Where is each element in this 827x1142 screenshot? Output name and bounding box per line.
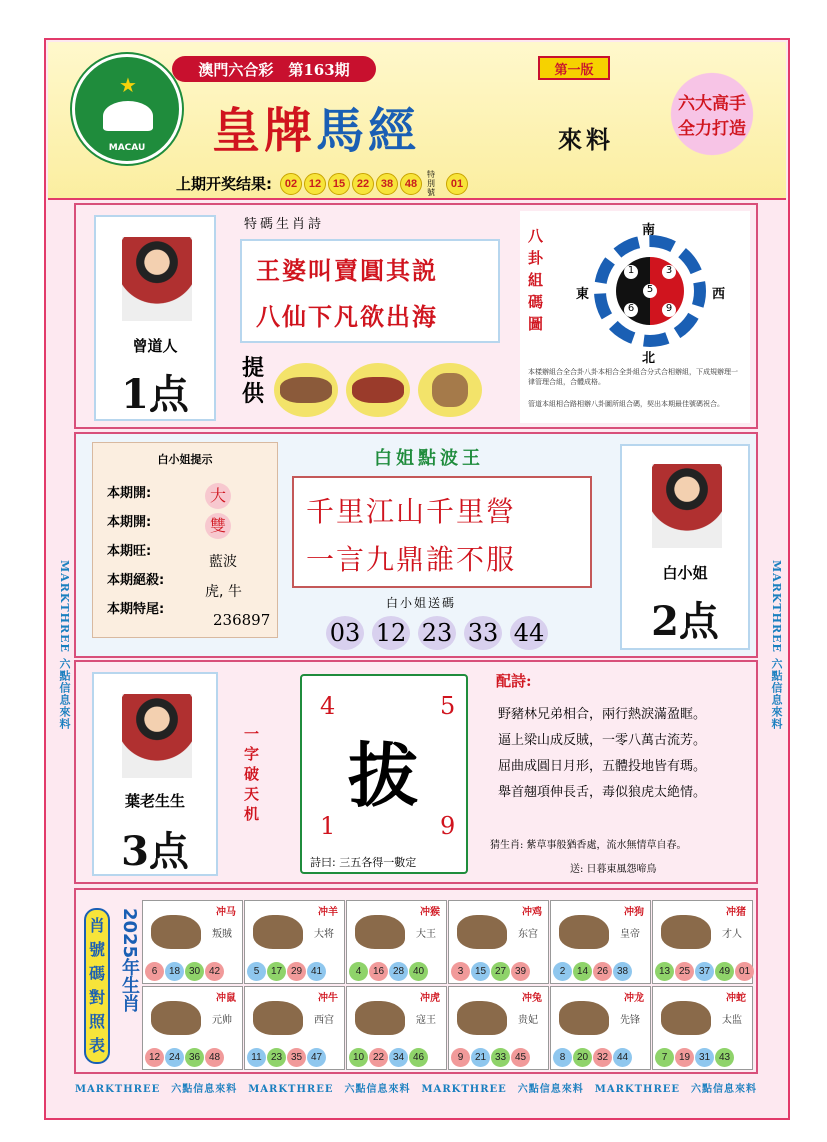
zodiac-title: 大王 [416,929,436,940]
special-ball: 01 [446,173,468,195]
zodiac-clash: 冲兔 [522,993,542,1004]
animal-icon [355,915,405,949]
star-icon: ★ [119,73,137,97]
zodiac-numbers [145,1048,224,1067]
zodiac-number: 38 [613,962,632,981]
zodiac-title: 叛賊 [212,929,232,940]
zodiac-number: 6 [145,962,164,981]
zodiac-number: 2 [553,962,572,981]
zodiac-numbers [349,1048,428,1067]
zodiac-numbers [553,1048,632,1067]
zodiac-numbers [655,962,754,981]
zodiac-number: 5 [247,962,266,981]
zodiac-number: 43 [715,1048,734,1067]
zodiac-cell [448,986,549,1070]
zodiac-title: 西宫 [314,1015,334,1026]
zodiac-cell [652,986,753,1070]
zodiac-numbers [349,962,428,981]
zodiac-number: 33 [491,1048,510,1067]
zodiac-number: 21 [471,1048,490,1067]
zodiac-number: 28 [389,962,408,981]
zodiac-number: 34 [389,1048,408,1067]
master-card-3: 葉老生生 3点 [92,672,218,876]
zodiac-title: 元帅 [212,1015,232,1026]
zodiac-cell [142,986,243,1070]
zodiac-numbers [145,962,224,981]
zodiac-cell [550,900,651,984]
zodiac-number: 47 [307,1048,326,1067]
animal-icon [661,1001,711,1035]
zodiac-clash: 冲羊 [318,907,338,918]
zodiac-number: 31 [695,1048,714,1067]
zodiac-number: 41 [307,962,326,981]
result-ball: 15 [328,173,350,195]
result-ball: 22 [352,173,374,195]
provide-label: 提供 [242,355,265,407]
pig-icon [274,363,338,417]
zodiac-number: 29 [287,962,306,981]
zodiac-number: 35 [287,1048,306,1067]
animal-icon [253,1001,303,1035]
zodiac-number: 49 [715,962,734,981]
zodiac-number: 4 [349,962,368,981]
poem-caption: 特碼生肖詩 [244,217,325,232]
zodiac-cell [346,986,447,1070]
zodiac-numbers [655,1048,734,1067]
zodiac-number: 24 [165,1048,184,1067]
animal-icon [151,915,201,949]
zodiac-title: 太监 [722,1015,742,1026]
animal-icon [559,1001,609,1035]
footer-strip: MARKTHREE 六點信息來料 MARKTHREE 六點信息來料 MARKTHREE 六點信息來料 MARKTHREE 六點信息來料 [74,1084,758,1095]
zodiac-number: 27 [491,962,510,981]
zodiac-cell [550,986,651,1070]
zodiac-number: 26 [593,962,612,981]
zodiac-number: 37 [695,962,714,981]
zodiac-number: 42 [205,962,224,981]
zodiac-number: 46 [409,1048,428,1067]
animal-icon [151,1001,201,1035]
section-1 [74,203,758,429]
zodiac-title: 东宫 [518,929,538,940]
zodiac-clash: 冲鸡 [522,907,542,918]
zodiac-vertical-label: 肖號碼對照表 [84,908,110,1064]
zodiac-number: 11 [247,1048,266,1067]
animal-icon [457,915,507,949]
zodiac-number: 01 [735,962,754,981]
tip-big: 大 [205,483,231,509]
animal-icon [559,915,609,949]
zodiac-number: 22 [369,1048,388,1067]
zodiac-clash: 冲龙 [624,993,644,1004]
zodiac-cell [652,900,753,984]
subtitle: 來料 [558,125,614,154]
zodiac-title: 先锋 [620,1015,640,1026]
char-box: 4 5 拔 1 9 詩曰: 三五各得一數定 [300,674,468,874]
poem-box-2: 千里江山千里營 一言九鼎誰不服 [292,476,592,588]
master-card-2: 白小姐 2点 [620,444,750,650]
animal-icon [355,1001,405,1035]
zodiac-number: 9 [451,1048,470,1067]
zodiac-number: 12 [145,1048,164,1067]
zodiac-title: 皇帝 [620,929,640,940]
master-name: 曾道人 [132,337,178,355]
zodiac-number: 36 [185,1048,204,1067]
zodiac-section [74,888,758,1074]
result-ball: 48 [400,173,422,195]
emblem-en: MACAU [108,143,146,153]
zodiac-title: 寇王 [416,1015,436,1026]
zodiac-grid [142,900,754,1070]
send-label: 白小姐送碼 [386,596,457,610]
bagua-panel: 八卦組碼圖 南 北 東 西 1 3 5 6 9 本樣辦組合全合卦八卦本相合全卦組合分式合相辦組，下成規辦理一律管理合組，合體成格。 管道本組相合路相辦八卦圖所組合碼，契出本期最佳號碼祝合。 [520,211,750,423]
zodiac-number: 3 [451,962,470,981]
master-photo [122,694,192,778]
poem-box: 王婆叫賣圓其説 八仙下凡欲出海 [240,239,500,343]
zodiac-number: 44 [613,1048,632,1067]
issue-badge: 澳門六合彩 第163期 [172,56,376,82]
last-results: 上期开奖结果: 02 12 15 22 38 48 特別號 01 [176,170,468,197]
tip-even: 雙 [205,513,231,539]
codes: 03 12 23 33 44 [326,616,548,650]
title: 皇牌馬經 [212,103,421,159]
zodiac-clash: 冲猪 [726,907,746,918]
zodiac-number: 25 [675,962,694,981]
zodiac-numbers [247,1048,326,1067]
zodiac-clash: 冲猴 [420,907,440,918]
zodiac-number: 16 [369,962,388,981]
section-3: 葉老生生 3点 一字破天机 4 5 拔 1 9 詩曰: 三五各得一數定 配詩: 野豬林兄弟相合，兩行熱淚滿盈眶。 逼上梁山成反賊，一零八萬古流芳。 屈曲成圓日月形，五體投地皆有瑪。 舉首翹項伸長舌，毒似狼虎太絶情。 猜生肖: 紫草事般猶香處，流水無情草自春。 送: 日暮東風怨啼鳥 [74,660,758,884]
zodiac-number: 15 [471,962,490,981]
lotus-icon [103,101,153,131]
zodiac-title: 贵妃 [518,1015,538,1026]
banner: 白姐點波王 [374,448,484,469]
zodiac-number: 19 [675,1048,694,1067]
master-card-1 [94,215,216,421]
zodiac-numbers [451,962,530,981]
hint-character: 拔 [348,734,418,817]
zodiac-clash: 冲虎 [420,993,440,1004]
zodiac-numbers [247,962,326,981]
macau-emblem [72,54,182,164]
vertical-title: 一字破天机 [244,725,260,823]
zodiac-number: 8 [553,1048,572,1067]
left-strip: MARKTHREE 六點信息來料 [58,560,71,730]
zodiac-number: 17 [267,962,286,981]
right-strip: MARKTHREE 六點信息來料 [770,560,783,730]
edition-badge: 第一版 [538,56,610,80]
zodiac-number: 45 [511,1048,530,1067]
result-ball: 02 [280,173,302,195]
zodiac-clash: 冲牛 [318,993,338,1004]
zodiac-cell [346,900,447,984]
zodiac-number: 40 [409,962,428,981]
zodiac-number: 14 [573,962,592,981]
animal-icon [253,915,303,949]
master-photo [122,237,192,321]
zodiac-cell [244,986,345,1070]
animal-icon [457,1001,507,1035]
zodiac-number: 7 [655,1048,674,1067]
zodiac-cell [142,900,243,984]
zodiac-clash: 冲狗 [624,907,644,918]
monkey-icon [418,363,482,417]
poem-title: 配詩: [496,672,532,690]
animal-icon [661,915,711,949]
ox-icon [346,363,410,417]
zodiac-numbers [451,1048,530,1067]
zodiac-cell [448,900,549,984]
zodiac-cell [244,900,345,984]
zodiac-number: 30 [185,962,204,981]
header [48,42,786,200]
zodiac-clash: 冲蛇 [726,993,746,1004]
master-points: 1点 [121,371,189,418]
master-photo [652,464,722,548]
result-ball: 12 [304,173,326,195]
zodiac-number: 23 [267,1048,286,1067]
zodiac-number: 18 [165,962,184,981]
zodiac-numbers [553,962,632,981]
zodiac-number: 13 [655,962,674,981]
zodiac-number: 10 [349,1048,368,1067]
bagua-diagram: 南 北 東 西 1 3 5 6 9 [576,223,726,366]
special-label: 特別號 [427,170,435,197]
poem-lines: 野豬林兄弟相合，兩行熱淚滿盈眶。 逼上梁山成反賊，一零八萬古流芳。 屈曲成圓日月形，五體投地皆有瑪。 舉首翹項伸長舌，毒似狼虎太絶情。 [498,707,707,800]
section-2 [74,432,758,658]
tip-card: 白小姐提示 本期開: 本期開: 本期旺: 本期絕殺: 本期特尾: 大 雙 藍波 虎, 牛 236897 [92,442,278,638]
result-ball: 38 [376,173,398,195]
zodiac-title: 才人 [722,929,742,940]
zodiac-clash: 冲鼠 [216,993,236,1004]
zodiac-number: 20 [573,1048,592,1067]
zodiac-number: 48 [205,1048,224,1067]
zodiac-clash: 冲马 [216,907,236,918]
slogan-burst: 六大高手 全力打造 [654,68,770,160]
zodiac-title: 大将 [314,929,334,940]
zodiac-number: 39 [511,962,530,981]
zodiac-number: 32 [593,1048,612,1067]
zodiac-year: 2025年生肖 [119,908,140,1013]
